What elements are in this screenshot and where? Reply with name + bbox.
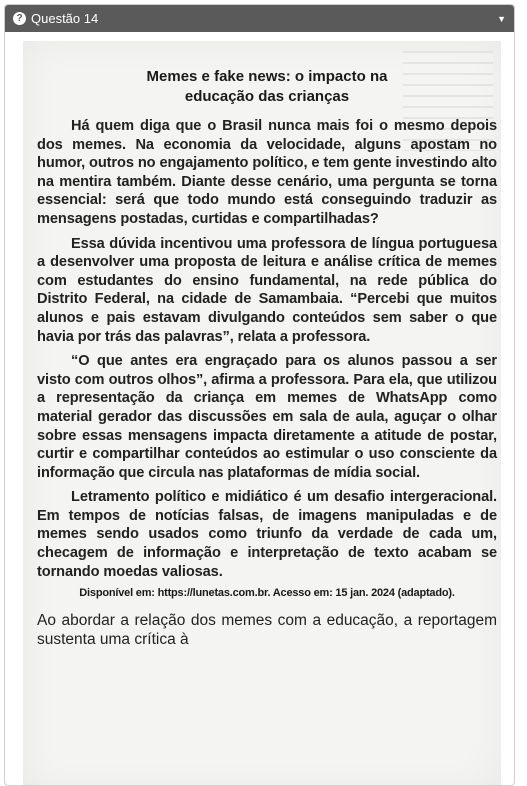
chevron-down-icon[interactable]: ▼ [497,13,506,24]
question-circle-icon: ? [13,12,26,25]
scanned-text-image [23,41,501,786]
question-title: Questão 14 [31,11,99,26]
article-source: Disponível em: https://lunetas.com.br. Acesso em: 15 jan. 2024 (adaptado). [79,587,455,600]
article [37,67,497,649]
article-paragraph: Letramento político e midiático é um desafio intergeracional. Em tempos de notícias falsas, de imagens manipuladas e de memes sendo usados como triunfo da verdade de cada um, checagem de informação e interpretação de texto acabam se tornando moedas valiosas. [37,489,497,580]
article-paragraph: Essa dúvida incentivou uma professora de língua portuguesa a desenvolver uma proposta de leitura e análise crítica de memes com estudantes do ensino fundamental, na rede pública do Distrito Federal, na cidade de Samambaia. “Percebi que muitos alunos e pais estavam divulgando conteúdos sem saber o que havia por trás das palavras”, relata a professora. [37,235,497,345]
question-panel [4,4,515,786]
question-header[interactable] [5,5,514,32]
article-paragraph: “O que antes era engraçado para os alunos passou a ser visto com outros olhos”, afirma a professora. Para ela, que utilizou a representação da criança em memes de WhatsApp como material gerador das discussões em sala de aula, aguçar o olhar sobre essas mensagens impacta diretamente a atitude de postar, curtir e compartilhar conteúdos ao estimular o uso consciente da informação que circula nas plataformas de mídia social. [37,353,497,481]
question-stem: Ao abordar a relação dos memes com a educação, a reportagem sustenta uma crítica à [37,612,497,649]
article-title: Memes e fake news: o impacto na educação das crianças [146,68,388,105]
article-paragraph: Há quem diga que o Brasil nunca mais foi o mesmo depois dos memes. Na economia da velocidade, alguns apostam no humor, outros no engajamento político, e tem gente investindo alto na mentira também. Diante desse cenário, uma pergunta se torna essencial: será que todo mundo está conseguindo traduzir as mensagens postadas, curtidas e compartilhadas? [37,118,497,227]
